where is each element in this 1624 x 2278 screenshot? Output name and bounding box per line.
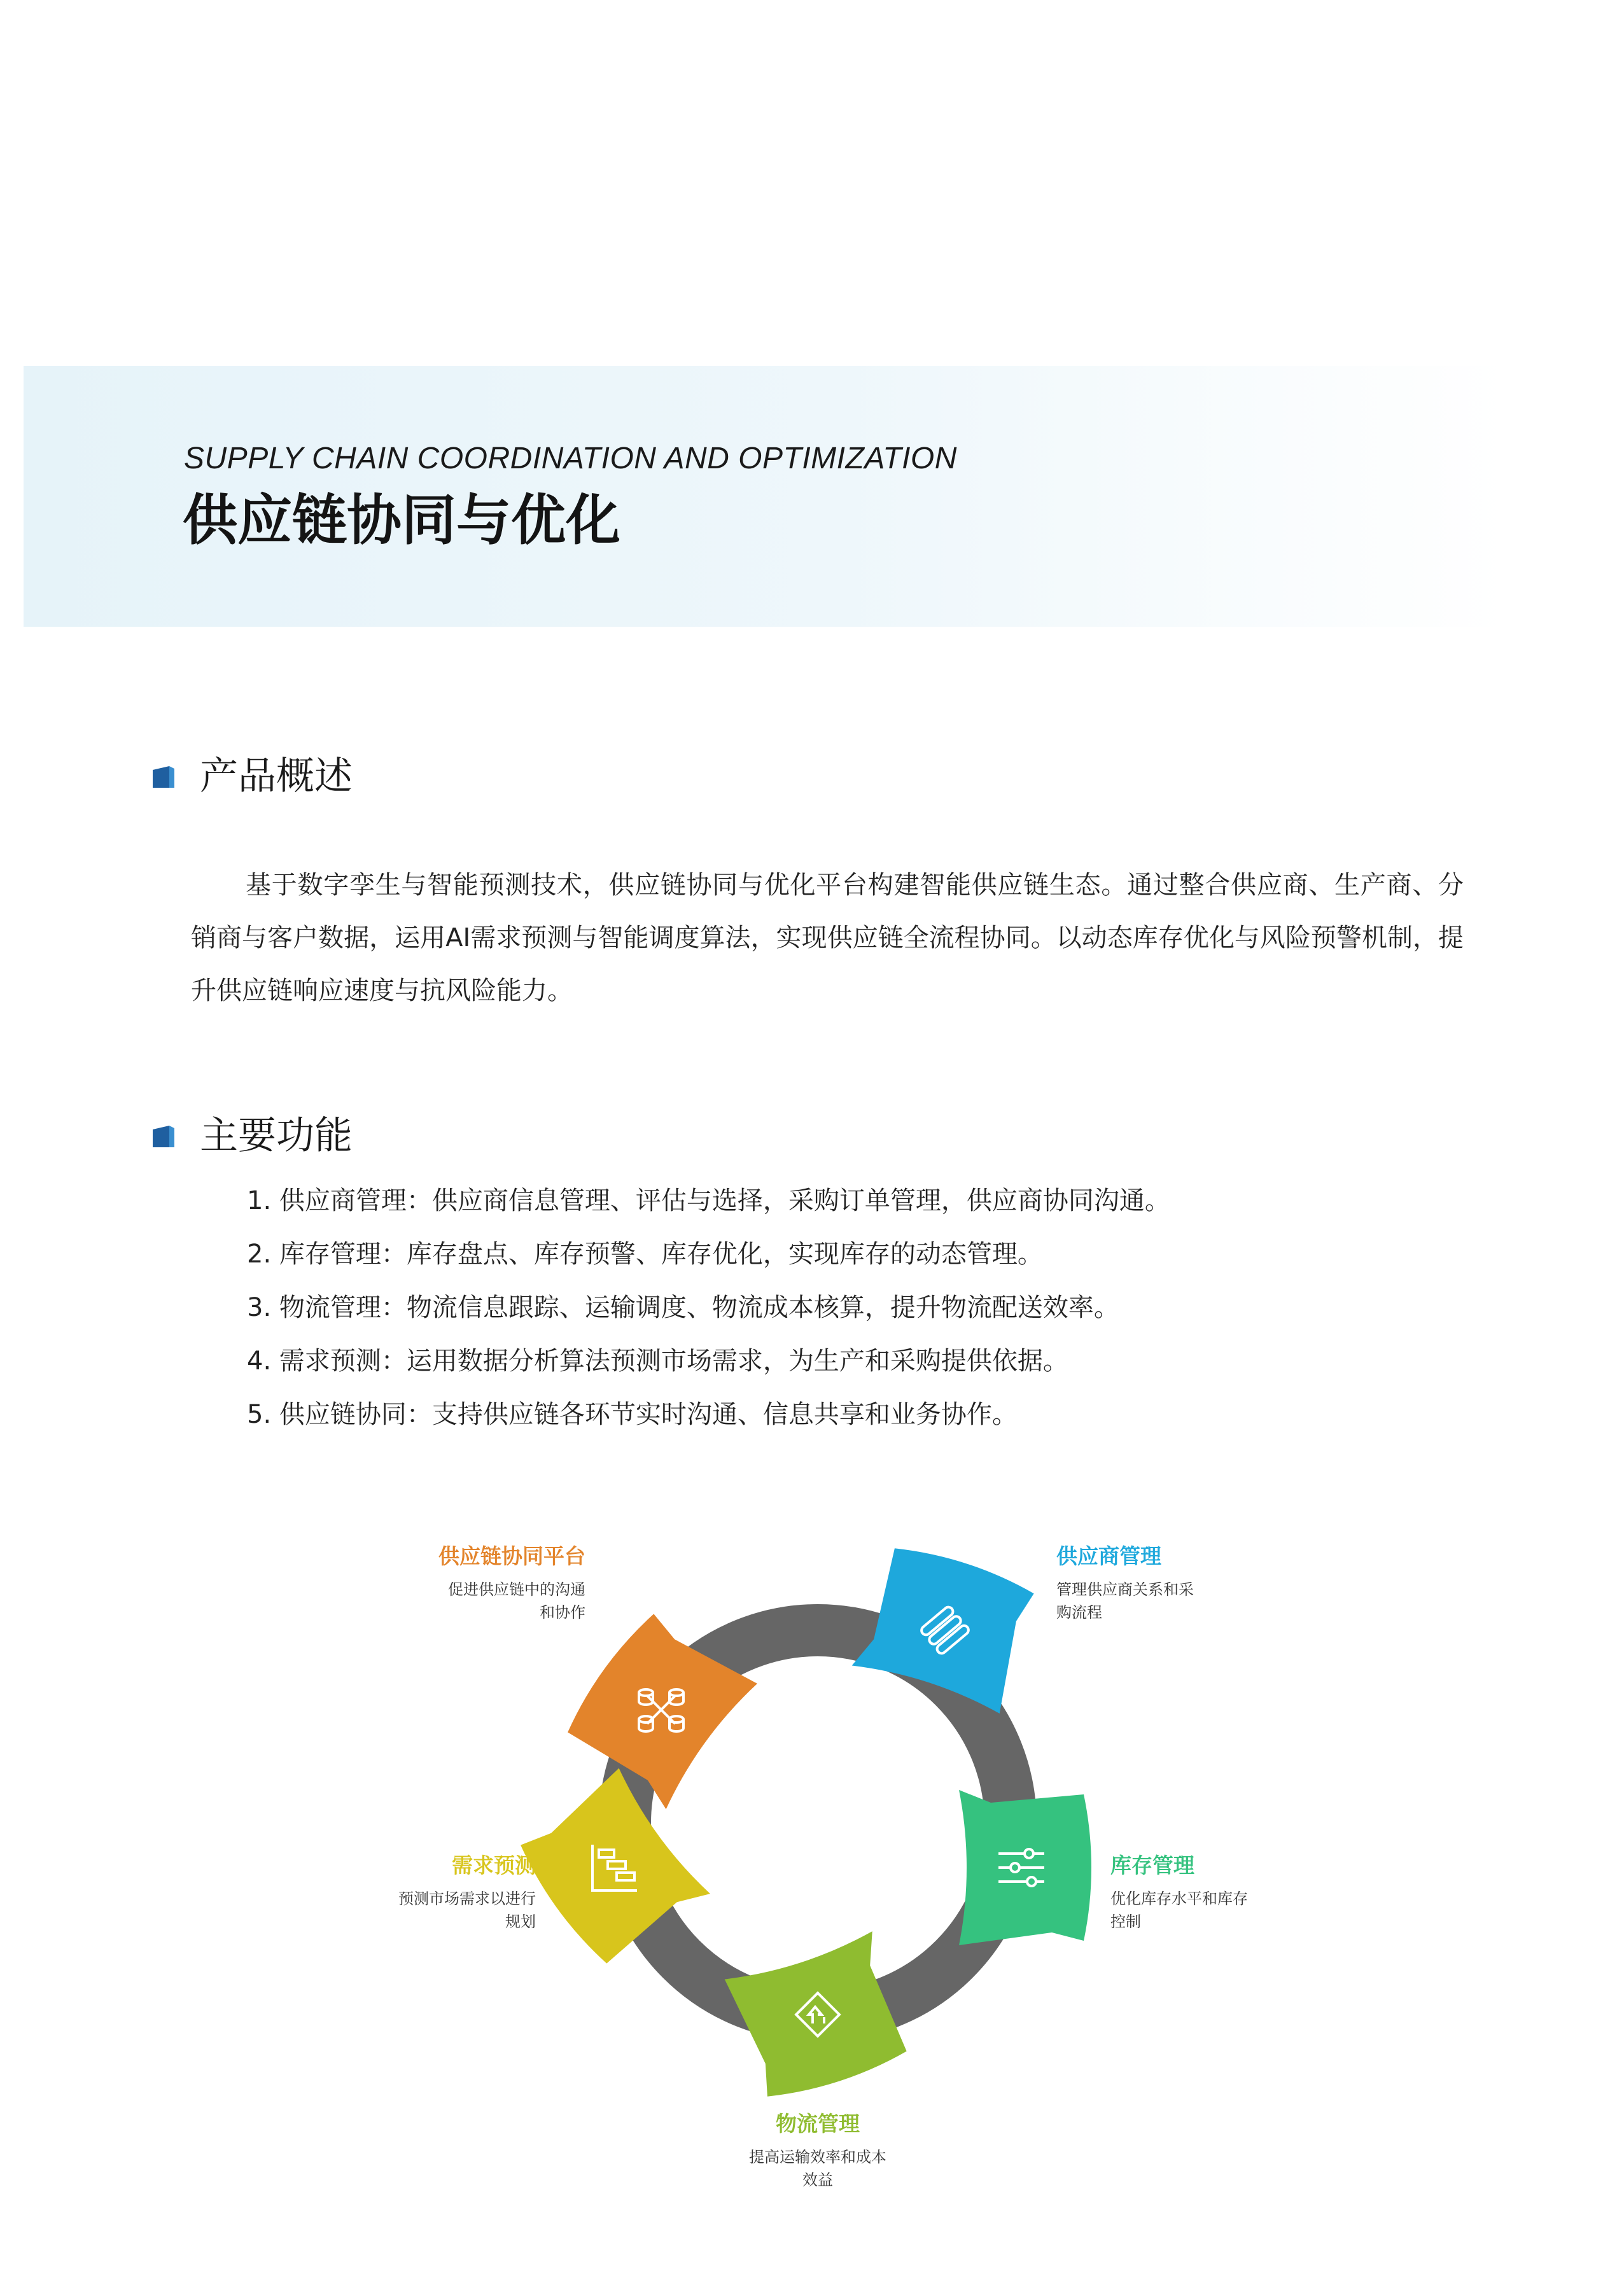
node-logistics (725, 1931, 913, 2105)
section-title-features: 主要功能 (200, 1114, 353, 1158)
node-inventory (959, 1790, 1091, 1945)
node-desc-supplier (1056, 1578, 1194, 1624)
node-desc-line: 购流程 (1056, 1604, 1102, 1621)
node-title-supplier: 供应商管理 (1056, 1544, 1161, 1569)
node-title-inventory: 库存管理 (1110, 1853, 1194, 1878)
node-title-logistics: 物流管理 (776, 2111, 860, 2136)
node-desc-line: 和协作 (540, 1604, 585, 1621)
node-title-platform: 供应链协同平台 (438, 1544, 585, 1569)
node-desc-line: 效益 (802, 2171, 833, 2189)
node-desc-line: 提高运输效率和成本 (749, 2148, 886, 2166)
node-desc-inventory (1110, 1887, 1248, 1933)
section-title-overview: 产品概述 (200, 754, 353, 799)
node-desc-forecast (398, 1887, 536, 1933)
node-title-forecast: 需求预测 (452, 1853, 536, 1878)
sliders-icon (998, 1849, 1044, 1886)
feature-item: 3. 物流管理：物流信息跟踪、运输调度、物流成本核算，提升物流配送效率。 (247, 1293, 1119, 1322)
node-supplier (852, 1540, 1040, 1714)
feature-item: 5. 供应链协同：支持供应链各环节实时沟通、信息共享和业务协作。 (247, 1400, 1018, 1429)
node-desc-line: 规划 (505, 1913, 536, 1931)
node-desc-logistics (659, 2146, 977, 2191)
title-english: SUPPLY CHAIN COORDINATION AND OPTIMIZATION (184, 442, 957, 475)
node-desc-line: 优化库存水平和库存 (1110, 1890, 1248, 1908)
node-desc-line: 控制 (1110, 1913, 1141, 1931)
node-desc-line: 管理供应商关系和采 (1056, 1581, 1194, 1598)
node-desc-line: 促进供应链中的沟通 (448, 1581, 585, 1598)
feature-item: 2. 库存管理：库存盘点、库存预警、库存优化，实现库存的动态管理。 (247, 1240, 1043, 1269)
node-desc-platform (448, 1578, 585, 1624)
feature-item: 4. 需求预测：运用数据分析算法预测市场需求，为生产和采购提供依据。 (247, 1346, 1068, 1376)
node-desc-line: 预测市场需求以进行 (398, 1890, 536, 1908)
page-title: 供应链协同与优化 (183, 489, 620, 552)
overview-paragraph: 基于数字孪生与智能预测技术，供应链协同与优化平台构建智能供应链生态。通过整合供应商、生产商、分销商与客户数据，运用AI需求预测与智能调度算法，实现供应链全流程协同。以动态库存优化与风险预警机制，提升供应链响应速度与抗风险能力。 (191, 870, 1464, 1005)
feature-item: 1. 供应商管理：供应商信息管理、评估与选择，采购订单管理，供应商协同沟通。 (247, 1186, 1170, 1215)
